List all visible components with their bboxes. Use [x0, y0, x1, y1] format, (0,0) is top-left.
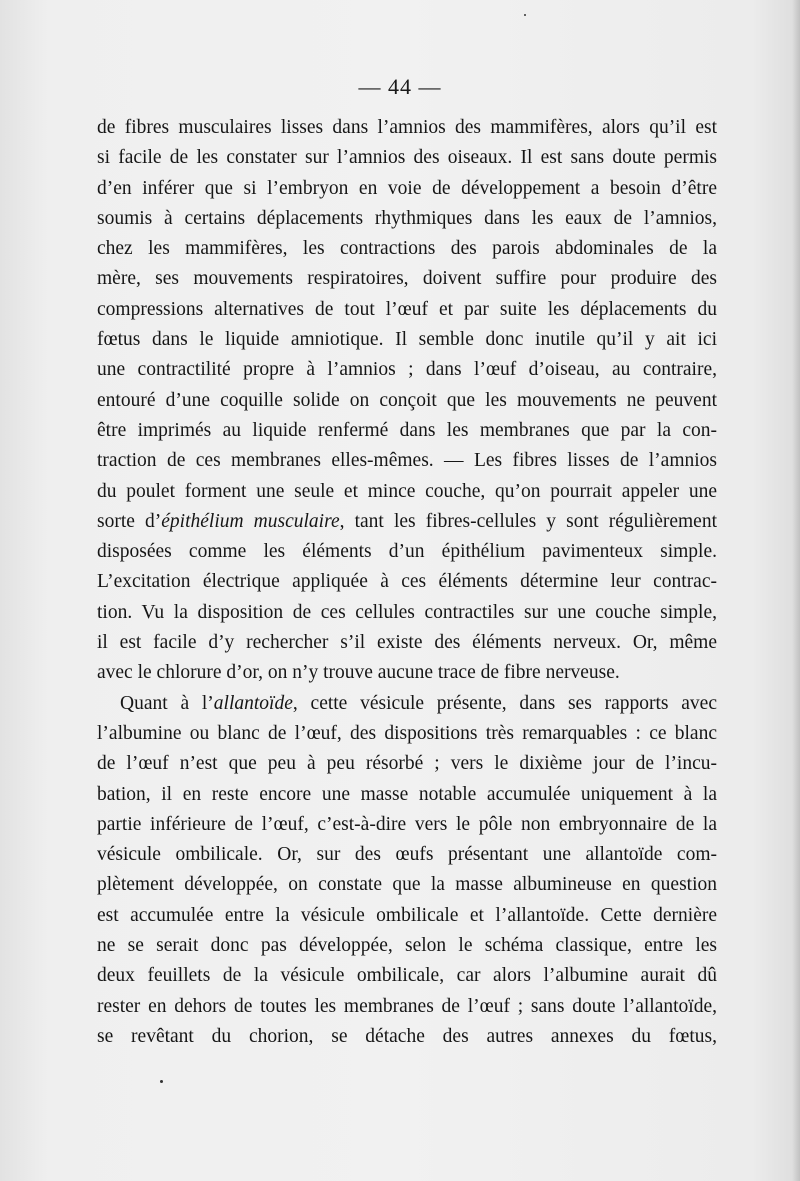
- text-line: il est facile d’y rechercher s’il existe des éléments nerveux. Or, même: [97, 632, 717, 654]
- body-text: [97, 113, 717, 1052]
- text-line: bation, il en reste encore une masse notable accumulée uniquement à la: [97, 783, 717, 805]
- text-line: de fibres musculaires lisses dans l’amnios des mammifères, alors qu’il est: [97, 117, 717, 138]
- text-run: sorte d’: [97, 510, 162, 532]
- ink-speck: [524, 14, 526, 16]
- text-line: compressions alternatives de tout l’œuf et par suite les déplacements du: [97, 298, 717, 320]
- italic-term: allantoïde: [213, 692, 293, 714]
- text-run: Quant à l’: [120, 692, 214, 714]
- text-line: est accumulée entre la vésicule ombilicale et l’allantoïde. Cette dernière: [97, 904, 717, 926]
- text-line: l’albumine ou blanc de l’œuf, des dispositions très remarquables : ce blanc: [97, 722, 717, 744]
- text-line: [97, 507, 717, 537]
- text-run: , tant les fibres-cellules y sont régulièrement: [339, 510, 718, 532]
- text-line: rester en dehors de toutes les membranes de l’œuf ; sans doute l’allantoïde,: [97, 995, 717, 1017]
- text-line: soumis à certains déplacements rhythmiques dans les eaux de l’amnios,: [97, 207, 717, 229]
- text-line: du poulet forment une seule et mince couche, qu’on pourrait appeler une: [97, 480, 717, 502]
- text-run: , cette vésicule présente, dans ses rapports avec: [292, 692, 717, 714]
- page-edge-shadow: [792, 0, 800, 1181]
- text-line: mère, ses mouvements respiratoires, doivent suffire pour produire des: [97, 268, 717, 290]
- text-line: avec le chlorure d’or, on n’y trouve aucune trace de fibre nerveuse.: [97, 662, 620, 684]
- text-line: vésicule ombilicale. Or, sur des œufs présentant une allantoïde com-: [97, 844, 717, 866]
- text-line: L’excitation électrique appliquée à ces éléments détermine leur contrac-: [97, 571, 717, 593]
- text-line: plètement développée, on constate que la masse albumineuse en question: [97, 874, 717, 896]
- text-line: se revêtant du chorion, se détache des autres annexes du fœtus,: [97, 1025, 717, 1047]
- text-line: de l’œuf n’est que peu à peu résorbé ; vers le dixième jour de l’incu-: [97, 753, 717, 775]
- text-line: une contractilité propre à l’amnios ; dans l’œuf d’oiseau, au contraire,: [97, 359, 717, 381]
- text-line: si facile de les constater sur l’amnios des oiseaux. Il est sans doute permis: [97, 147, 717, 169]
- ink-speck: [160, 1080, 163, 1083]
- text-line: tion. Vu la disposition de ces cellules contractiles sur une couche simple,: [97, 601, 717, 623]
- text-line: ne se serait donc pas développée, selon le schéma classique, entre les: [97, 935, 717, 957]
- page-number: — 44 —: [358, 74, 442, 99]
- text-line: fœtus dans le liquide amniotique. Il semble donc inutile qu’il y ait ici: [97, 329, 717, 351]
- text-line: traction de ces membranes elles-mêmes. — Les fibres lisses de l’amnios: [97, 450, 717, 472]
- text-line: entouré d’une coquille solide on conçoit que les mouvements ne peuvent: [97, 389, 717, 411]
- text-line: [97, 689, 717, 719]
- text-line: disposées comme les éléments d’un épithélium pavimenteux simple.: [97, 541, 717, 563]
- text-line: chez les mammifères, les contractions des parois abdominales de la: [97, 238, 717, 260]
- text-line: d’en inférer que si l’embryon en voie de développement a besoin d’être: [97, 177, 717, 199]
- text-line: être imprimés au liquide renfermé dans les membranes que par la con-: [97, 419, 717, 441]
- italic-term: épithélium musculaire: [161, 510, 340, 532]
- text-line: partie inférieure de l’œuf, c’est-à-dire vers le pôle non embryonnaire de la: [97, 813, 717, 835]
- text-line: deux feuillets de la vésicule ombilicale, car alors l’albumine aurait dû: [97, 965, 717, 987]
